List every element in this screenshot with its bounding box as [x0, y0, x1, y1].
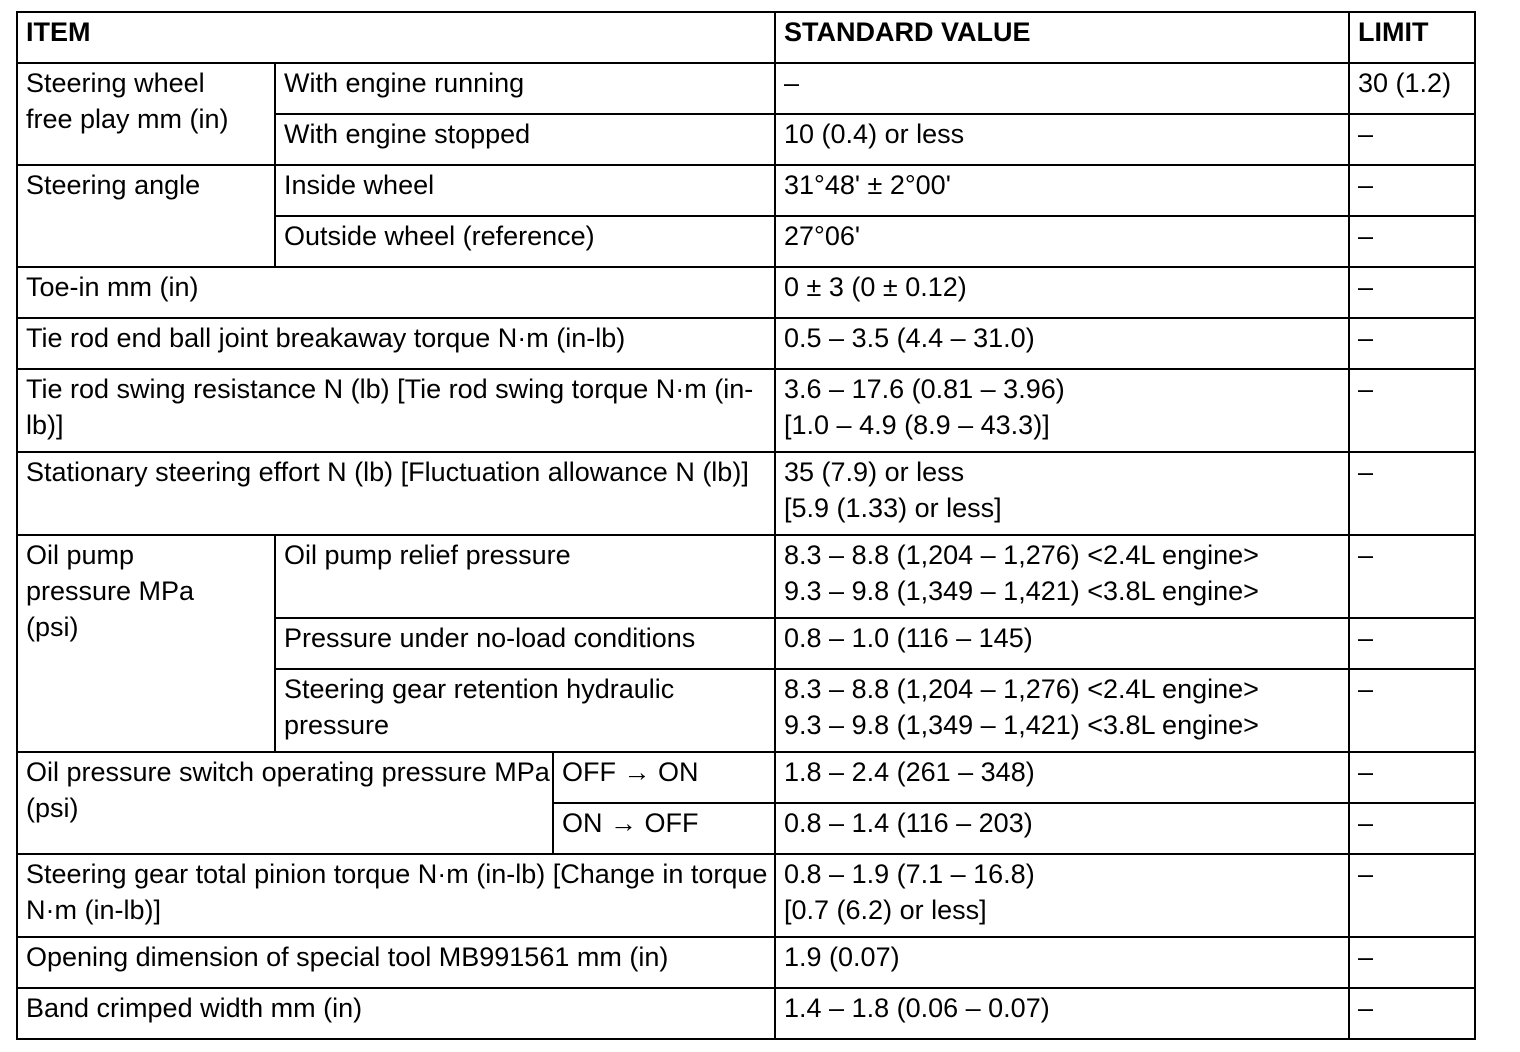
- item-cell: Band crimped width mm (in): [17, 988, 775, 1039]
- condition-cell: Oil pump relief pressure: [275, 535, 775, 618]
- limit-cell: –: [1349, 803, 1475, 854]
- item-cell: Tie rod end ball joint breakaway torque N·m (in-lb): [17, 318, 775, 369]
- table-row: [17, 369, 1475, 452]
- table-row: [17, 267, 1475, 318]
- service-specifications-table: [16, 11, 1476, 1040]
- standard-value-cell: 3.6 – 17.6 (0.81 – 3.96) [1.0 – 4.9 (8.9 – 43.3)]: [775, 369, 1349, 452]
- table-row: [17, 452, 1475, 535]
- item-cell: Steering gear total pinion torque N·m (in-lb) [Change in torque N·m (in-lb)]: [17, 854, 775, 937]
- item-cell: Toe-in mm (in): [17, 267, 775, 318]
- condition-cell: ON → OFF: [553, 803, 775, 854]
- limit-cell: –: [1349, 216, 1475, 267]
- standard-value-cell: 10 (0.4) or less: [775, 114, 1349, 165]
- item-cell: Steering wheel free play mm (in): [17, 63, 275, 165]
- header-limit: LIMIT: [1349, 12, 1475, 63]
- standard-value-cell: 0.8 – 1.4 (116 – 203): [775, 803, 1349, 854]
- item-cell: Stationary steering effort N (lb) [Fluctuation allowance N (lb)]: [17, 452, 775, 535]
- limit-cell: –: [1349, 988, 1475, 1039]
- item-cell: Oil pressure switch operating pressure MPa (psi): [17, 752, 553, 854]
- condition-cell: Steering gear retention hydraulic pressure: [275, 669, 775, 752]
- table-row: [17, 937, 1475, 988]
- item-cell: Oil pump pressure MPa (psi): [17, 535, 275, 752]
- standard-value-cell: 1.8 – 2.4 (261 – 348): [775, 752, 1349, 803]
- table-row: [17, 752, 1475, 803]
- limit-cell: –: [1349, 854, 1475, 937]
- table-row: [17, 988, 1475, 1039]
- standard-value-cell: 1.4 – 1.8 (0.06 – 0.07): [775, 988, 1349, 1039]
- standard-value-cell: 1.9 (0.07): [775, 937, 1349, 988]
- limit-cell: –: [1349, 937, 1475, 988]
- limit-cell: –: [1349, 267, 1475, 318]
- limit-cell: –: [1349, 618, 1475, 669]
- condition-cell: Inside wheel: [275, 165, 775, 216]
- header-standard-value: STANDARD VALUE: [775, 12, 1349, 63]
- limit-cell: –: [1349, 165, 1475, 216]
- item-cell: Steering angle: [17, 165, 275, 267]
- item-cell: Opening dimension of special tool MB991561 mm (in): [17, 937, 775, 988]
- standard-value-cell: 8.3 – 8.8 (1,204 – 1,276) <2.4L engine> 9.3 – 9.8 (1,349 – 1,421) <3.8L engine>: [775, 669, 1349, 752]
- standard-value-cell: 0.8 – 1.9 (7.1 – 16.8) [0.7 (6.2) or less]: [775, 854, 1349, 937]
- condition-cell: OFF → ON: [553, 752, 775, 803]
- standard-value-cell: 27°06': [775, 216, 1349, 267]
- limit-cell: –: [1349, 752, 1475, 803]
- standard-value-cell: 0.5 – 3.5 (4.4 – 31.0): [775, 318, 1349, 369]
- table-row: [17, 318, 1475, 369]
- standard-value-cell: 0 ± 3 (0 ± 0.12): [775, 267, 1349, 318]
- standard-value-cell: 35 (7.9) or less [5.9 (1.33) or less]: [775, 452, 1349, 535]
- header-item: ITEM: [17, 12, 775, 63]
- condition-cell: Outside wheel (reference): [275, 216, 775, 267]
- limit-cell: –: [1349, 452, 1475, 535]
- standard-value-cell: 31°48' ± 2°00': [775, 165, 1349, 216]
- condition-cell: Pressure under no-load conditions: [275, 618, 775, 669]
- standard-value-cell: 8.3 – 8.8 (1,204 – 1,276) <2.4L engine> 9.3 – 9.8 (1,349 – 1,421) <3.8L engine>: [775, 535, 1349, 618]
- standard-value-cell: 0.8 – 1.0 (116 – 145): [775, 618, 1349, 669]
- limit-cell: –: [1349, 114, 1475, 165]
- condition-cell: With engine stopped: [275, 114, 775, 165]
- table-row: [17, 63, 1475, 114]
- limit-cell: 30 (1.2): [1349, 63, 1475, 114]
- standard-value-cell: –: [775, 63, 1349, 114]
- limit-cell: –: [1349, 369, 1475, 452]
- limit-cell: –: [1349, 535, 1475, 618]
- table-row: [17, 165, 1475, 216]
- limit-cell: –: [1349, 669, 1475, 752]
- condition-cell: With engine running: [275, 63, 775, 114]
- table-row: [17, 854, 1475, 937]
- table-header-row: [17, 12, 1475, 63]
- item-cell: Tie rod swing resistance N (lb) [Tie rod swing torque N·m (in-lb)]: [17, 369, 775, 452]
- limit-cell: –: [1349, 318, 1475, 369]
- table-row: [17, 535, 1475, 618]
